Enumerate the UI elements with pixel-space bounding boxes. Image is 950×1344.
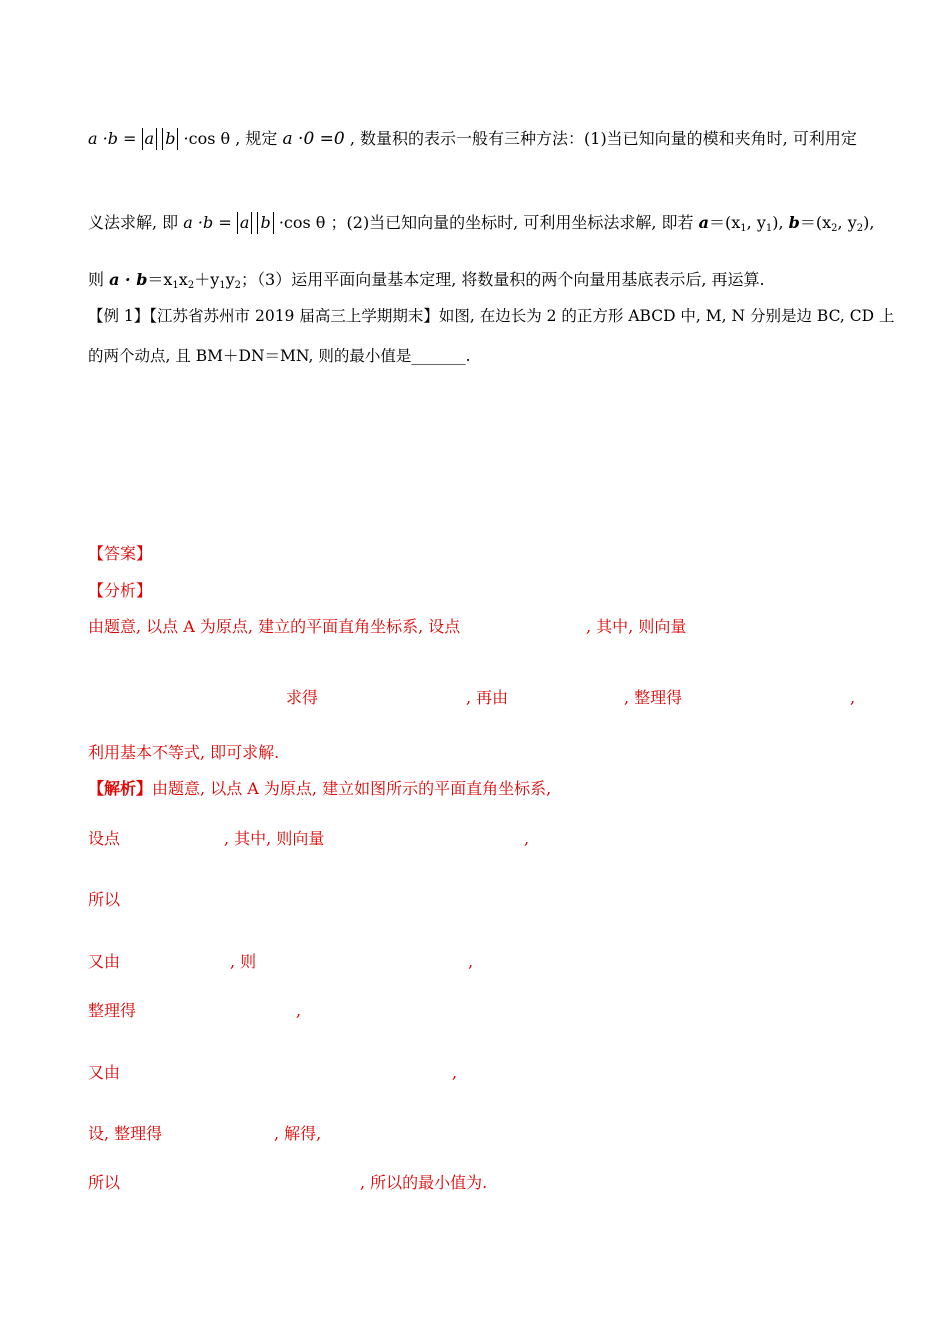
b-coord-open: ＝(x — [799, 213, 832, 232]
sub: 1 — [740, 223, 747, 234]
solution-text-5b: , — [452, 1063, 458, 1082]
sub: 1 — [219, 280, 226, 291]
cos-theta-2: ·cos θ — [278, 213, 326, 232]
vec-a-bold: a — [698, 213, 709, 232]
analysis-line-3: 利用基本不等式, 即可求解. — [88, 743, 280, 762]
abs-a-2 — [237, 212, 253, 234]
solution-text-1b: , 其中, 则向量 — [224, 829, 325, 848]
solution-label: 【解析】 — [88, 779, 153, 798]
solution-text: 由题意, 以点 A 为原点, 建立如图所示的平面直角坐标系, — [152, 779, 552, 798]
ab-dot: a · b — [109, 270, 148, 289]
eq-x: ＝x — [147, 270, 173, 289]
solution-intro — [88, 779, 551, 799]
intro-l3-pre: 则 — [88, 270, 105, 289]
abs-a — [142, 128, 158, 150]
intro-line-3 — [88, 270, 765, 296]
solution-text-5a: 又由 — [88, 1063, 121, 1082]
solution-text-3a: 又由 — [88, 952, 121, 971]
solution-text-6b: , 解得, — [274, 1124, 322, 1143]
answer-label: 【答案】 — [88, 544, 153, 563]
intro-l2-pre: 义法求解, 即 — [88, 213, 179, 232]
formula-ab: a ·b = — [88, 129, 137, 148]
sub: 2 — [234, 280, 242, 291]
analysis-text-1b: , 其中, 则向量 — [586, 617, 687, 636]
solution-text-1a: 设点 — [88, 829, 121, 848]
intro-rest-3: ；（3）运用平面向量基本定理, 将数量积的两个向量用基底表示后, 再运算. — [241, 270, 765, 289]
formula-a0: a ·0 =0 — [282, 129, 345, 149]
vec-b: b — [165, 129, 176, 148]
solution-text-1c: , — [524, 829, 530, 848]
sub: 1 — [172, 280, 179, 291]
analysis-text-1: 由题意, 以点 A 为原点, 建立的平面直角坐标系, 设点 — [88, 617, 461, 636]
analysis-label: 【分析】 — [88, 581, 153, 600]
x2: x — [178, 270, 188, 289]
formula-ab-2: a ·b = — [183, 213, 232, 232]
b-coord-mid: , y — [837, 213, 857, 232]
solution-text-4a: 整理得 — [88, 1001, 137, 1020]
sub: 2 — [831, 223, 838, 234]
solution-text-3b: , 则 — [230, 952, 257, 971]
sub: 2 — [187, 280, 195, 291]
solution-text-6a: 设, 整理得 — [88, 1124, 163, 1143]
sub: 2 — [856, 223, 864, 234]
analysis-text-2c: , 整理得 — [624, 688, 683, 707]
solution-text-4b: , — [296, 1001, 302, 1020]
solution-text-7a: 所以 — [88, 1173, 121, 1192]
a-coord-end: ), — [772, 213, 784, 232]
abs-b-2 — [257, 212, 273, 234]
a-coord-open: ＝(x — [709, 213, 741, 232]
solution-text-7b: , 所以的最小值为. — [360, 1173, 488, 1192]
solution-line-2: 所以 — [88, 890, 121, 909]
sub: 1 — [765, 223, 773, 234]
intro-line-1 — [88, 128, 857, 150]
y2: y — [225, 270, 235, 289]
vec-b-2: b — [260, 213, 271, 232]
rule-text: , 规定 — [235, 129, 278, 148]
vec-b-bold: b — [788, 213, 800, 232]
vec-a: a — [144, 129, 155, 148]
plus-y: ＋y — [194, 270, 220, 289]
analysis-text-2b: , 再由 — [466, 688, 509, 707]
vec-a-2: a — [239, 213, 250, 232]
example-line-1: 【例 1】【江苏省苏州市 2019 届高三上学期期末】如图, 在边长为 2 的正方形 ABCD 中, M, N 分别是边 BC, CD 上 — [88, 307, 895, 325]
intro-rest-1: , 数量积的表示一般有三种方法：(1)当已知向量的模和夹角时, 可利用定 — [349, 129, 857, 148]
example-line-2: 的两个动点, 且 BM＋DN＝MN, 则的最小值是_______. — [88, 347, 471, 365]
solution-text-3c: , — [468, 952, 474, 971]
intro-line-2 — [88, 212, 874, 239]
b-coord-end: ), — [863, 213, 875, 232]
analysis-text-2d: , — [850, 688, 856, 707]
analysis-text-2a: 求得 — [286, 688, 319, 707]
a-coord-mid: , y — [746, 213, 766, 232]
cos-theta: ·cos θ — [183, 129, 231, 148]
abs-b — [162, 128, 178, 150]
intro-rest-2: ；(2)当已知向量的坐标时, 可利用坐标法求解, 即若 — [330, 213, 694, 232]
